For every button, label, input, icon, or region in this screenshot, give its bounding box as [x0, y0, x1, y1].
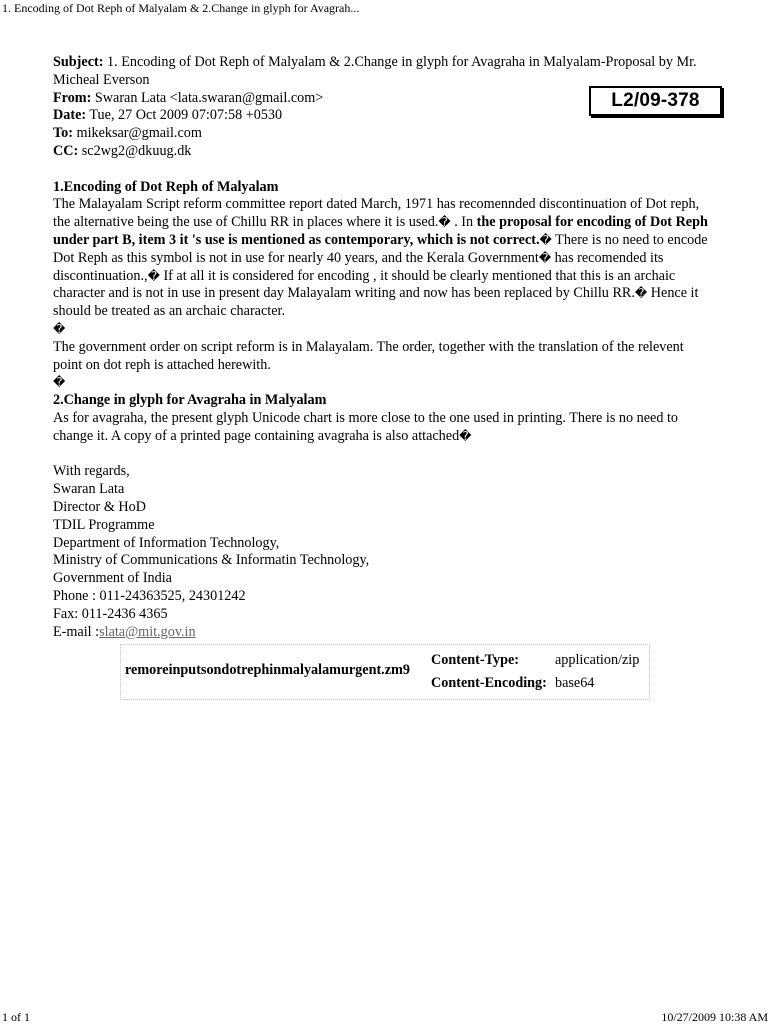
section-2-paragraph: As for avagraha, the present glyph Unicode chart is more close to the one used in printing. There is no need to change it. A copy of a printed page containing avagraha is also attached�: [53, 409, 678, 444]
to-label: To:: [53, 125, 73, 142]
cc-label: CC:: [53, 142, 79, 159]
section-1-title: 1.Encoding of Dot Reph of Malyalam: [53, 178, 279, 195]
bold-statement: the proposal for encoding of Dot Reph under part B, item 3 it 's use is mentioned as contemporary, which is not correct.: [53, 214, 708, 248]
section-1-paragraph-2: The government order on script reform is in Malayalam. The order, together with the translation of the relevent point on dot reph is attached herewith.: [53, 338, 684, 373]
signature-ministry: Ministry of Communications & Informatin Technology,: [53, 552, 370, 569]
replacement-char: �: [634, 286, 648, 301]
replacement-char: �: [539, 232, 552, 247]
signature-greeting: With regards,: [53, 463, 130, 480]
attachment-box: [120, 644, 650, 700]
document-number-stamp: L2/09-378: [589, 86, 722, 116]
content-type-row: [431, 652, 639, 669]
cc-line: [53, 143, 713, 161]
signature-block: [53, 463, 713, 641]
date-label: Date:: [53, 107, 87, 124]
date-text: Tue, 27 Oct 2009 07:07:58 +0530: [86, 107, 283, 124]
signature-name: Swaran Lata: [53, 481, 125, 498]
replacement-char: �: [538, 250, 552, 265]
subject-line: [53, 54, 713, 90]
replacement-char: �: [459, 428, 472, 443]
from-label: From:: [53, 89, 92, 106]
replacement-char: �: [438, 215, 451, 230]
print-header-title: 1. Encoding of Dot Reph of Malyalam & 2.Change in glyph for Avagrah...: [2, 1, 360, 15]
to-text: mikeksar@gmail.com: [72, 125, 202, 142]
signature-fax: Fax: 011-2436 4365: [53, 605, 168, 622]
replacement-char-line: �: [53, 375, 66, 390]
from-line: [53, 90, 713, 108]
signature-email: [53, 624, 713, 642]
signature-programme: TDIL Programme: [53, 516, 155, 533]
cc-text: sc2wg2@dkuug.dk: [78, 142, 192, 159]
signature-government: Government of India: [53, 570, 172, 587]
signature-department: Department of Information Technology,: [53, 534, 280, 551]
replacement-char-line: �: [53, 321, 66, 336]
content-type-value: application/zip: [555, 652, 640, 668]
email-label: E-mail :: [53, 623, 100, 640]
section-1-paragraph: The Malayalam Script reform committee report dated March, 1971 has recomennded discontinuation of Dot reph, the alternative being the use of Chillu RR in places where it is used.� . In the proposal for encoding of Dot Reph under part B, item 3 it 's use is mentioned as contemporary, which is not correct.� There is no need to encode Dot Reph as this symbol is not in use for nearly 40 years, and the Kerala Government� has recomended its discontinuation.,� If at all it is considered for encoding , it should be clearly mentioned that this is an archaic character and is not in use in present day Malayalam writing and now has been replaced by Chillu RR.� Hence it should be treated as an archaic character.: [53, 196, 708, 320]
email-content: [53, 54, 713, 641]
section-2-title: 2.Change in glyph for Avagraha in Malyalam: [53, 392, 327, 409]
attachment-filename[interactable]: remoreinputsondotrephinmalyalamurgent.zm9: [125, 662, 410, 678]
to-line: [53, 125, 713, 143]
content-type-label: Content-Type:: [431, 652, 520, 668]
subject-text: 1. Encoding of Dot Reph of Malyalam & 2.Change in glyph for Avagraha in Malyalam-Proposal by Mr. Micheal Everson: [53, 54, 697, 88]
subject-label: Subject:: [53, 54, 104, 70]
content-encoding-label: Content-Encoding:: [431, 675, 547, 691]
signature-title: Director & HoD: [53, 498, 146, 515]
from-text: Swaran Lata <lata.swaran@gmail.com>: [91, 89, 324, 106]
content-encoding-row: [431, 675, 594, 692]
print-timestamp: 10/27/2009 10:38 AM: [661, 1010, 768, 1024]
content-encoding-value: base64: [555, 675, 595, 691]
date-line: [53, 107, 713, 125]
replacement-char: �: [147, 268, 160, 283]
signature-phone: Phone : 011-24363525, 24301242: [53, 587, 246, 604]
page-number: 1 of 1: [2, 1010, 30, 1024]
email-link[interactable]: slata@mit.gov.in: [99, 623, 196, 640]
